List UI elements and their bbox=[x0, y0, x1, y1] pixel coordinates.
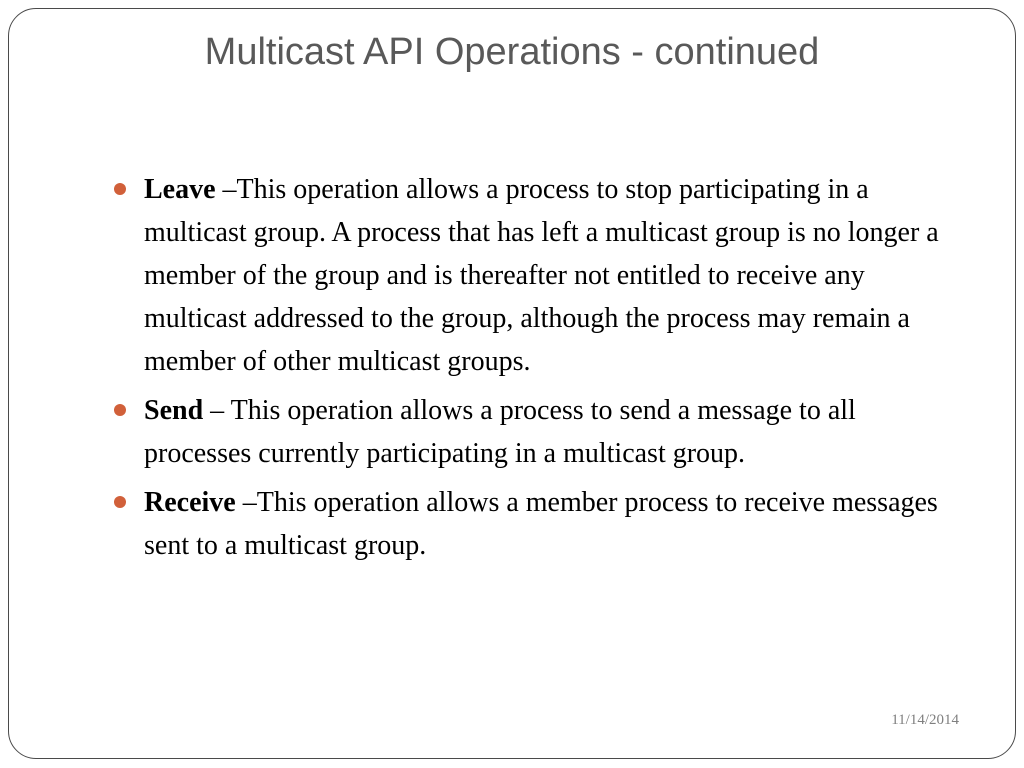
bullet-term: Send bbox=[144, 395, 204, 426]
bullet-term: Receive bbox=[144, 487, 236, 518]
bullet-text: – This operation allows a process to send a message to all processes currently participating in a multicast group. bbox=[144, 395, 856, 469]
bullet-item-receive bbox=[114, 481, 944, 567]
bullet-dot-icon bbox=[114, 183, 126, 195]
bullet-item-leave bbox=[114, 168, 944, 383]
bullet-dot-icon bbox=[114, 404, 126, 416]
bullet-item-send bbox=[114, 389, 944, 475]
bullet-term: Leave bbox=[144, 174, 216, 205]
footer-date: 11/14/2014 bbox=[891, 712, 959, 728]
bullet-dot-icon bbox=[114, 496, 126, 508]
bullet-text: –This operation allows a process to stop participating in a multicast group. A process that has left a multicast group is no longer a member of the group and is thereafter not entitled to receive any multicast addressed to the group, although the process may remain a member of other multicast groups. bbox=[144, 174, 939, 377]
bullet-list bbox=[114, 168, 944, 573]
slide-title: Multicast API Operations - continued bbox=[204, 31, 820, 73]
bullet-text: –This operation allows a member process to receive messages sent to a multicast group. bbox=[144, 487, 938, 561]
